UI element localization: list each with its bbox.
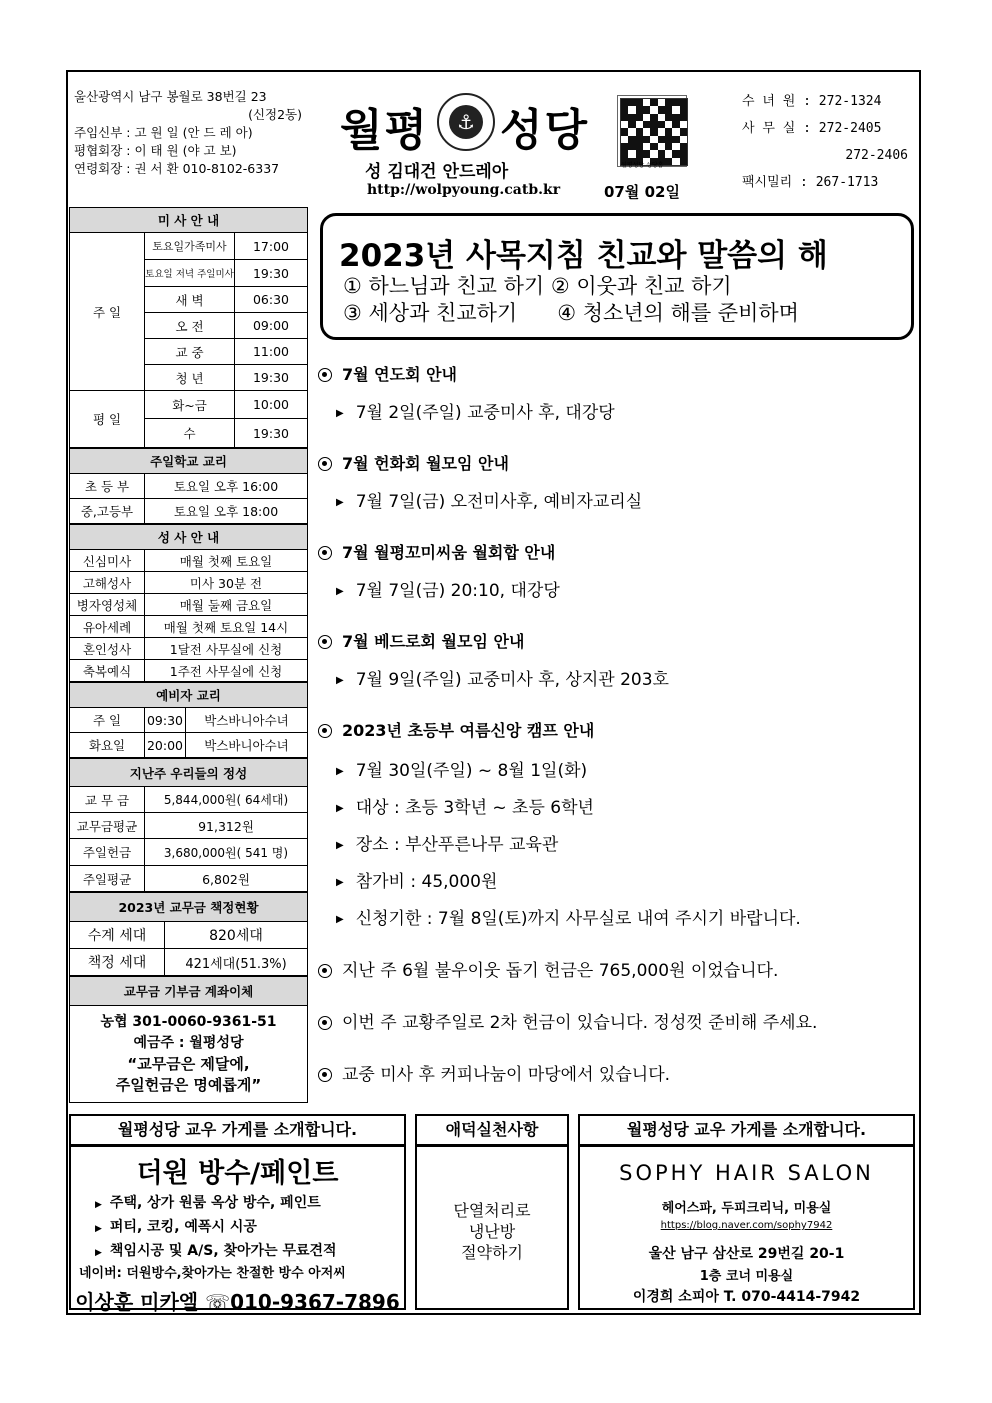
ad-left-box bbox=[69, 1145, 406, 1314]
church-address-sub: (신정2동) bbox=[248, 107, 302, 122]
tithe-title: 2023년 교무금 책정현황 bbox=[70, 893, 308, 922]
note-item: 이번 주 교황주일로 2차 헌금이 있습니다. 정성껏 준비해 주세요. bbox=[318, 1008, 913, 1060]
ad-right-header-box bbox=[578, 1114, 915, 1146]
charity-header: 애덕실천사항 bbox=[445, 1120, 539, 1139]
ad-left-header: 월평성당 교우 가게를 소개합니다. bbox=[117, 1120, 358, 1139]
notice-list bbox=[318, 362, 913, 1100]
school-row-name: 중,고등부 bbox=[70, 499, 145, 524]
church-seal-logo bbox=[437, 93, 495, 151]
offering-table bbox=[69, 758, 308, 892]
church-title-a: 월평 bbox=[340, 105, 430, 156]
notice-detail: ▶ 참가비 : 45,000원 bbox=[336, 872, 498, 892]
ad-left-name: 더원 방수/페인트 bbox=[136, 1158, 339, 1189]
bullet-icon bbox=[318, 1068, 332, 1082]
church-address: 울산광역시 남구 봉월로 38번길 23 bbox=[74, 89, 267, 104]
ad-right-box bbox=[578, 1145, 915, 1310]
qr-code-icon[interactable] bbox=[620, 98, 688, 166]
mass-time: 17:00 bbox=[235, 233, 308, 260]
notice-detail: ▶ 대상 : 초등 3학년 ~ 초등 6학년 bbox=[336, 798, 594, 818]
catechumen-title: 예비자 교리 bbox=[70, 683, 308, 708]
mass-time: 19:30 bbox=[235, 260, 308, 287]
bullet-icon bbox=[318, 964, 332, 978]
slogan-line: “교무금은 제달에, bbox=[127, 1055, 250, 1073]
ad-right-name: SOPHY HAIR SALON bbox=[619, 1161, 874, 1185]
sunday-label: 주 일 bbox=[70, 233, 145, 391]
contact-line: 사 무 실 : 272-2405 bbox=[742, 121, 882, 136]
weekday-label: 평 일 bbox=[70, 391, 145, 448]
school-title: 주일학교 교리 bbox=[70, 449, 308, 474]
church-title-b: 성당 bbox=[500, 105, 590, 156]
sacrament-value: 매월 첫째 토요일 bbox=[145, 550, 308, 572]
account-number: 농협 301-0060-9361-51 bbox=[100, 1014, 277, 1030]
ad-left-item: ▶ 주택, 상가 원룸 옥상 방수, 페인트 bbox=[95, 1195, 321, 1211]
tithe-value: 421세대(51.3%) bbox=[165, 949, 308, 976]
sacrament-name: 유아세례 bbox=[70, 616, 145, 638]
mass-time: 11:00 bbox=[235, 339, 308, 365]
mass-name: 수 bbox=[145, 419, 235, 448]
catechumen-time: 20:00 bbox=[145, 733, 186, 758]
website-link[interactable]: http://wolpyoung.catb.kr bbox=[367, 182, 561, 198]
notice-title: 7월 베드로회 월모임 안내 bbox=[318, 629, 913, 665]
notice-title: 7월 월평꼬미씨움 월회합 안내 bbox=[318, 540, 913, 576]
catechumen-teacher: 박스바니아수녀 bbox=[186, 708, 308, 733]
sacrament-value: 매월 둘째 금요일 bbox=[145, 594, 308, 616]
sacrament-title: 성 사 안 내 bbox=[70, 525, 308, 550]
offering-name: 교 무 금 bbox=[70, 787, 145, 813]
bullet-icon bbox=[318, 546, 332, 560]
catechumen-day: 주 일 bbox=[70, 708, 145, 733]
tithe-name: 수계 세대 bbox=[70, 922, 165, 949]
triangle-bullet-icon: ▶ bbox=[336, 766, 344, 777]
banner-line: ① 하느님과 친교 하기 ② 이웃과 친교 하기 bbox=[343, 274, 732, 298]
patron-saint: 성 김대건 안드레아 bbox=[365, 162, 509, 182]
catechumen-day: 화요일 bbox=[70, 733, 145, 758]
ad-left-item: ▶ 책임시공 및 A/S, 찾아가는 무료견적 bbox=[95, 1243, 337, 1259]
staff-line: 주임신부 : 고 원 일 (안 드 레 아) bbox=[74, 125, 253, 140]
triangle-bullet-icon: ▶ bbox=[336, 877, 344, 888]
offering-name: 교무금평균 bbox=[70, 813, 145, 839]
triangle-bullet-icon: ▶ bbox=[336, 586, 344, 597]
triangle-bullet-icon: ▶ bbox=[336, 914, 344, 925]
charity-text: 절약하기 bbox=[461, 1243, 523, 1262]
ad-right-sub: 헤어스파, 두피크리닉, 미용실 bbox=[661, 1201, 832, 1216]
contact-line: 272-2406 bbox=[845, 148, 908, 163]
sacrament-value: 1주전 사무실에 신청 bbox=[145, 660, 308, 682]
triangle-bullet-icon: ▶ bbox=[336, 803, 344, 814]
sacrament-name: 고해성사 bbox=[70, 572, 145, 594]
ad-left-contact: 이상훈 미카엘 ☏010-9367-7896 bbox=[75, 1290, 400, 1314]
ad-right-address: 울산 남구 삼산로 29번길 20-1 bbox=[648, 1246, 845, 1262]
banner-line: ③ 세상과 친교하기 ④ 청소년의 해를 준비하며 bbox=[343, 301, 799, 325]
triangle-bullet-icon: ▶ bbox=[336, 497, 344, 508]
ad-right-header: 월평성당 교우 가게를 소개합니다. bbox=[626, 1120, 867, 1139]
mass-table bbox=[69, 207, 308, 448]
catechumen-time: 09:30 bbox=[145, 708, 186, 733]
tithe-table bbox=[69, 892, 308, 976]
charity-box bbox=[415, 1145, 569, 1310]
contact-line: 수 녀 원 : 272-1324 bbox=[742, 94, 882, 109]
offering-name: 주일평균 bbox=[70, 866, 145, 892]
qr-caption: 월평성당 성당홈 bbox=[621, 162, 664, 169]
mass-name: 토요일 저녁 주일미사 bbox=[145, 260, 235, 287]
mass-name: 토요일가족미사 bbox=[145, 233, 235, 260]
school-table bbox=[69, 448, 308, 524]
triangle-bullet-icon: ▶ bbox=[336, 675, 344, 686]
school-row-value: 토요일 오후 18:00 bbox=[145, 499, 308, 524]
ad-left-naver: 네이버: 더원방수,찾아가는 찬절한 방수 아저씨 bbox=[79, 1266, 346, 1281]
contact-list bbox=[742, 88, 912, 196]
staff-line: 연령회장 : 권 서 환 010-8102-6337 bbox=[74, 161, 280, 176]
anchor-icon: ⚓ bbox=[449, 105, 483, 139]
notice-detail: ▶ 신청기한 : 7월 8일(토)까지 사무실로 내여 주시기 바랍니다. bbox=[336, 909, 801, 929]
banner-title: 2023년 사목지침 친교와 말씀의 해 bbox=[339, 238, 828, 274]
sacrament-value: 1달전 사무실에 신청 bbox=[145, 638, 308, 660]
offering-value: 6,802원 bbox=[145, 866, 308, 892]
sacrament-name: 축복예식 bbox=[70, 660, 145, 682]
school-row-name: 초 등 부 bbox=[70, 474, 145, 499]
mass-name: 새 벽 bbox=[145, 287, 235, 313]
charity-header-box bbox=[415, 1114, 569, 1146]
header-info bbox=[74, 88, 314, 178]
charity-text: 냉난방 bbox=[468, 1222, 516, 1241]
tithe-name: 책정 세대 bbox=[70, 949, 165, 976]
offering-value: 5,844,000원( 64세대) bbox=[145, 787, 308, 813]
bullet-icon bbox=[318, 724, 332, 738]
notice-detail: ▶ 7월 30일(주일) ~ 8월 1일(화) bbox=[336, 761, 588, 781]
sacrament-table bbox=[69, 524, 308, 682]
bullet-icon bbox=[318, 457, 332, 471]
info-sidebar bbox=[69, 207, 308, 1103]
ad-right-address: 1층 코너 미용실 bbox=[699, 1269, 794, 1284]
bullet-icon bbox=[318, 635, 332, 649]
sacrament-value: 매월 첫째 토요일 14시 bbox=[145, 616, 308, 638]
notice-detail: ▶ 7월 2일(주일) 교중미사 후, 대강당 bbox=[336, 403, 615, 423]
mass-title: 미 사 안 내 bbox=[70, 208, 308, 233]
mass-time: 19:30 bbox=[235, 419, 308, 448]
transfer-body bbox=[70, 1006, 308, 1103]
bullet-icon bbox=[318, 368, 332, 382]
note-item: 교중 미사 후 커피나눔이 마당에서 있습니다. bbox=[318, 1060, 913, 1100]
mass-name: 청 년 bbox=[145, 365, 235, 391]
offering-title: 지난주 우리들의 정성 bbox=[70, 759, 308, 787]
notice-detail: ▶ 7월 9일(주일) 교중미사 후, 상지관 203호 bbox=[336, 670, 669, 690]
contact-line: 팩시밀리 : 267-1713 bbox=[742, 175, 879, 190]
triangle-bullet-icon: ▶ bbox=[336, 408, 344, 419]
sacrament-name: 병자영성체 bbox=[70, 594, 145, 616]
mass-name: 오 전 bbox=[145, 313, 235, 339]
triangle-bullet-icon: ▶ bbox=[336, 840, 344, 851]
ad-right-url[interactable]: https://blog.naver.com/sophy7942 bbox=[660, 1220, 833, 1231]
tithe-value: 820세대 bbox=[165, 922, 308, 949]
notice-detail: ▶ 장소 : 부산푸른나무 교육관 bbox=[336, 835, 559, 855]
note-item: 지난 주 6월 불우이웃 돕기 헌금은 765,000원 이었습니다. bbox=[318, 956, 913, 1008]
qr-frame bbox=[617, 95, 687, 167]
ad-right-contact: 이경희 소피아 T. 070-4414-7942 bbox=[632, 1289, 861, 1305]
mass-name: 화~금 bbox=[145, 391, 235, 419]
bullet-icon bbox=[318, 1016, 332, 1030]
triangle-bullet-icon: ▶ bbox=[95, 1200, 102, 1210]
triangle-bullet-icon: ▶ bbox=[95, 1224, 102, 1234]
transfer-title: 교무금 기부금 계좌이체 bbox=[70, 977, 308, 1006]
staff-line: 평협회장 : 이 태 원 (야 고 보) bbox=[74, 143, 237, 158]
offering-value: 91,312원 bbox=[145, 813, 308, 839]
mass-time: 06:30 bbox=[235, 287, 308, 313]
notice-title: 7월 헌화회 월모임 안내 bbox=[318, 451, 913, 487]
transfer-table bbox=[69, 976, 308, 1103]
charity-text: 단열처리로 bbox=[453, 1201, 531, 1220]
mass-time: 09:00 bbox=[235, 313, 308, 339]
ad-left-item: ▶ 퍼티, 코킹, 예폭시 시공 bbox=[95, 1219, 257, 1235]
account-holder: 예금주 : 월평성당 bbox=[133, 1035, 244, 1051]
triangle-bullet-icon: ▶ bbox=[95, 1248, 102, 1258]
sacrament-name: 혼인성사 bbox=[70, 638, 145, 660]
notice-detail: ▶ 7월 7일(금) 20:10, 대강당 bbox=[336, 581, 560, 601]
school-row-value: 토요일 오후 16:00 bbox=[145, 474, 308, 499]
slogan-line: 주일헌금은 명예롭게” bbox=[115, 1076, 262, 1094]
offering-name: 주일헌금 bbox=[70, 839, 145, 866]
sacrament-value: 미사 30분 전 bbox=[145, 572, 308, 594]
catechumen-table bbox=[69, 682, 308, 758]
mass-name: 교 중 bbox=[145, 339, 235, 365]
bulletin-date: 07월 02일 bbox=[604, 183, 680, 201]
mass-time: 19:30 bbox=[235, 365, 308, 391]
notice-title: 7월 연도회 안내 bbox=[318, 362, 913, 398]
offering-value: 3,680,000원( 541 명) bbox=[145, 839, 308, 866]
sacrament-name: 신심미사 bbox=[70, 550, 145, 572]
pastoral-banner bbox=[320, 213, 914, 340]
mass-time: 10:00 bbox=[235, 391, 308, 419]
catechumen-teacher: 박스바니아수녀 bbox=[186, 733, 308, 758]
ad-left-header-box bbox=[69, 1114, 406, 1146]
notice-detail: ▶ 7월 7일(금) 오전미사후, 예비자교리실 bbox=[336, 492, 643, 512]
notice-title: 2023년 초등부 여름신앙 캠프 안내 bbox=[318, 718, 913, 756]
